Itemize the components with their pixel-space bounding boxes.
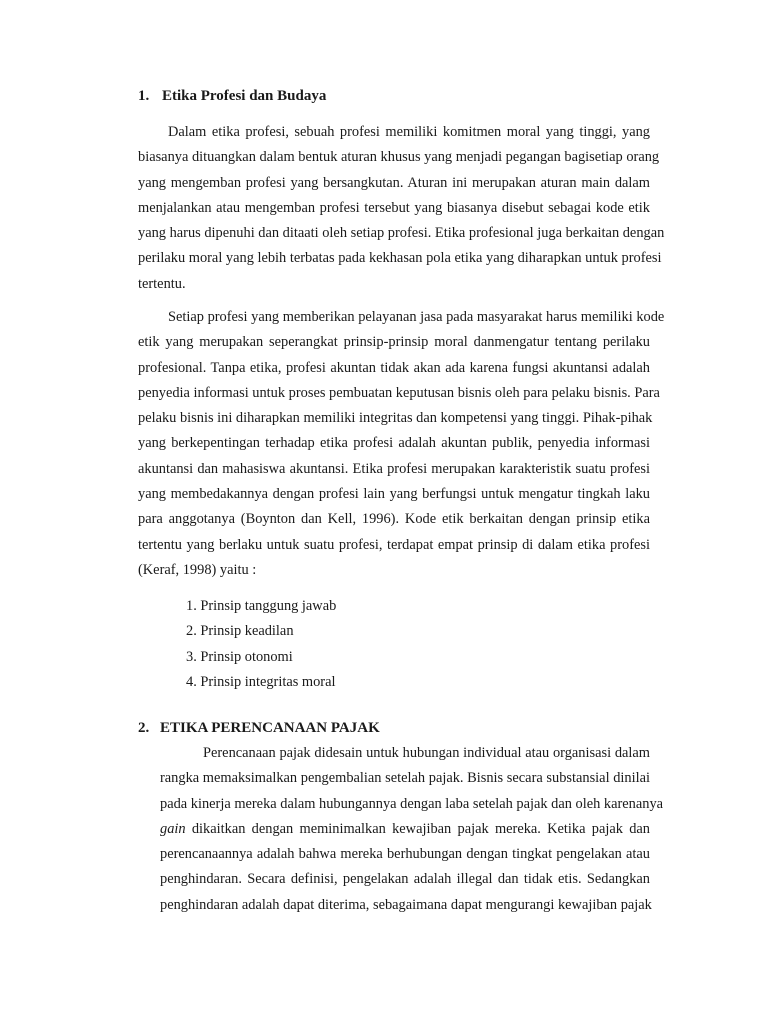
- paragraph-line: penyedia informasi untuk proses pembuatan keputusan bisnis oleh para pelaku bisnis. Para: [138, 384, 660, 401]
- paragraph-line: pada kinerja mereka dalam hubungannya dengan laba setelah pajak dan oleh karenanya: [160, 795, 664, 812]
- section-2-number: 2.: [138, 720, 150, 736]
- section-2-paragraph: [160, 741, 664, 918]
- paragraph-line: perencanaannya adalah bahwa mereka berhubungan dengan tingkat pengelakan atau: [160, 846, 650, 863]
- section-1-paragraph-1: [138, 120, 665, 297]
- section-1-number: 1.: [138, 88, 150, 104]
- paragraph-text: dikaitkan dengan meminimalkan kewajiban pajak mereka. Ketika pajak dan: [185, 820, 650, 837]
- paragraph-line: penghindaran adalah dapat diterima, sebagaimana dapat mengurangi kewajiban pajak: [160, 896, 652, 913]
- paragraph-line: tertentu yang berlaku untuk suatu profesi, terdapat empat prinsip di dalam etika profesi: [138, 536, 650, 553]
- paragraph-line: Dalam etika profesi, sebuah profesi memiliki komitmen moral yang tinggi, yang: [168, 124, 650, 140]
- italic-term: gain: [160, 820, 186, 837]
- paragraph-line: Perencanaan pajak didesain untuk hubungan individual atau organisasi dalam: [203, 745, 650, 761]
- paragraph-line: rangka memaksimalkan pengembalian setelah pajak. Bisnis secara substansial dinilai: [160, 770, 650, 787]
- paragraph-line: perilaku moral yang lebih terbatas pada kekhasan pola etika yang diharapkan untuk profesi: [138, 250, 662, 267]
- paragraph-line-with-italic: [160, 817, 650, 842]
- principles-list: [186, 594, 336, 695]
- paragraph-line: pelaku bisnis ini diharapkan memiliki integritas dan kompetensi yang tinggi. Pihak-pihak: [138, 410, 653, 427]
- section-1-heading: [138, 86, 326, 106]
- list-item: 4. Prinsip integritas moral: [186, 673, 336, 690]
- paragraph-line: yang berkepentingan terhadap etika profesi adalah akuntan publik, penyedia informasi: [138, 435, 650, 452]
- paragraph-line: penghindaran. Secara definisi, pengelakan adalah illegal dan tidak etis. Sedangkan: [160, 871, 650, 888]
- paragraph-line: yang mengemban profesi yang bersangkutan. Aturan ini merupakan aturan main dalam: [138, 174, 650, 191]
- paragraph-line: yang harus dipenuhi dan ditaati oleh setiap profesi. Etika profesional juga berkaitan dengan: [138, 225, 665, 242]
- paragraph-line: biasanya dituangkan dalam bentuk aturan khusus yang menjadi pegangan bagisetiap orang: [138, 149, 660, 166]
- paragraph-line: profesional. Tanpa etika, profesi akuntan tidak akan ada karena fungsi akuntansi adalah: [138, 359, 650, 376]
- paragraph-line: para anggotanya (Boynton dan Kell, 1996). Kode etik berkaitan dengan prinsip etika: [138, 511, 650, 528]
- list-item: 2. Prinsip keadilan: [186, 623, 294, 640]
- section-1-paragraph-2: [138, 305, 665, 583]
- list-item: 1. Prinsip tanggung jawab: [186, 598, 337, 614]
- paragraph-line: Setiap profesi yang memberikan pelayanan jasa pada masyarakat harus memiliki kode: [168, 309, 665, 325]
- section-1-title: Etika Profesi dan Budaya: [162, 88, 327, 104]
- paragraph-line: menjalankan atau mengemban profesi tersebut yang biasanya disebut sebagai kode etik: [138, 199, 650, 216]
- paragraph-line: tertentu.: [138, 275, 186, 292]
- paragraph-line: akuntansi dan mahasiswa akuntansi. Etika profesi merupakan karakteristik suatu profesi: [138, 460, 650, 477]
- paragraph-line: etik yang merupakan seperangkat prinsip-prinsip moral danmengatur tentang perilaku: [138, 334, 650, 351]
- paragraph-line: (Keraf, 1998) yaitu :: [138, 561, 257, 578]
- section-2-title: ETIKA PERENCANAAN PAJAK: [160, 720, 380, 736]
- list-item: 3. Prinsip otonomi: [186, 648, 293, 665]
- paragraph-line: yang membedakannya dengan profesi lain yang berfungsi untuk mengatur tingkah laku: [138, 486, 650, 503]
- section-2-heading: [138, 718, 380, 738]
